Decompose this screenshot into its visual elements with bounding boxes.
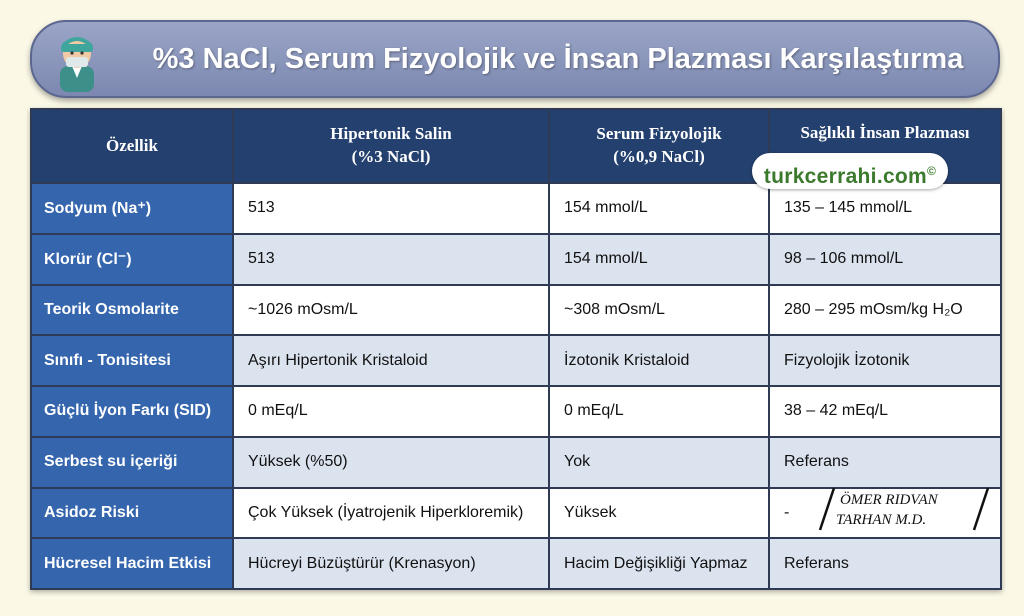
table-row [31, 386, 1001, 437]
row-label: Teorik Osmolarite [31, 285, 233, 336]
cell-hipertonik: 0 mEq/L [233, 386, 549, 437]
cell-hipertonik: 513 [233, 183, 549, 234]
cell-serum: Yüksek [549, 488, 769, 539]
row-label: Hücresel Hacim Etkisi [31, 538, 233, 589]
table-row [31, 335, 1001, 386]
signature-line-2: TARHAN M.D. [836, 512, 927, 528]
row-label: Sınıfı - Tonisitesi [31, 335, 233, 386]
row-label: Güçlü İyon Farkı (SID) [31, 386, 233, 437]
column-header-plazma: Sağlıklı İnsan Plazması [769, 109, 1001, 183]
cell-hipertonik: Aşırı Hipertonik Kristaloid [233, 335, 549, 386]
column-header-hipertonik: Hipertonik Salin (%3 NaCl) [233, 109, 549, 183]
row-label: Sodyum (Na⁺) [31, 183, 233, 234]
page-title: %3 NaCl, Serum Fizyolojik ve İnsan Plazması Karşılaştırma [152, 43, 964, 75]
table-row [31, 183, 1001, 234]
cell-serum: Yok [549, 437, 769, 488]
author-signature [798, 486, 998, 532]
cell-plazma: 38 – 42 mEq/L [769, 386, 1001, 437]
cell-plazma: 98 – 106 mmol/L [769, 234, 1001, 285]
table-row [31, 538, 1001, 589]
row-label: Asidoz Riski [31, 488, 233, 539]
column-header-serum: Serum Fizyolojik (%0,9 NaCl) [549, 109, 769, 183]
signature-line-1: ÖMER RIDVAN [840, 492, 938, 508]
cell-plazma: - [769, 488, 1001, 539]
cell-plazma: Referans [769, 538, 1001, 589]
cell-hipertonik: ~1026 mOsm/L [233, 285, 549, 336]
copyright-icon: © [927, 164, 937, 178]
cell-serum: 154 mmol/L [549, 183, 769, 234]
row-label: Klorür (Cl⁻) [31, 234, 233, 285]
title-banner [30, 20, 1000, 98]
cell-hipertonik: 513 [233, 234, 549, 285]
watermark-badge [752, 153, 948, 189]
table-row [31, 234, 1001, 285]
cell-serum: Hacim Değişikliği Yapmaz [549, 538, 769, 589]
row-label: Serbest su içeriği [31, 437, 233, 488]
table-row [31, 285, 1001, 336]
cell-plazma: Referans [769, 437, 1001, 488]
cell-serum: 0 mEq/L [549, 386, 769, 437]
cell-hipertonik: Çok Yüksek (İyatrojenik Hiperkloremik) [233, 488, 549, 539]
surgeon-avatar-icon [42, 26, 112, 94]
table-row [31, 437, 1001, 488]
cell-hipertonik: Hücreyi Büzüştürür (Krenasyon) [233, 538, 549, 589]
cell-serum: ~308 mOsm/L [549, 285, 769, 336]
column-header-ozellik: Özellik [31, 109, 233, 183]
cell-serum: 154 mmol/L [549, 234, 769, 285]
cell-serum: İzotonik Kristaloid [549, 335, 769, 386]
cell-plazma: Fizyolojik İzotonik [769, 335, 1001, 386]
cell-hipertonik: Yüksek (%50) [233, 437, 549, 488]
cell-plazma: 280 – 295 mOsm/kg H₂O [769, 285, 1001, 336]
cell-plazma: 135 – 145 mmol/L [769, 183, 1001, 234]
watermark-text: turkcerrahi.com [763, 165, 928, 188]
